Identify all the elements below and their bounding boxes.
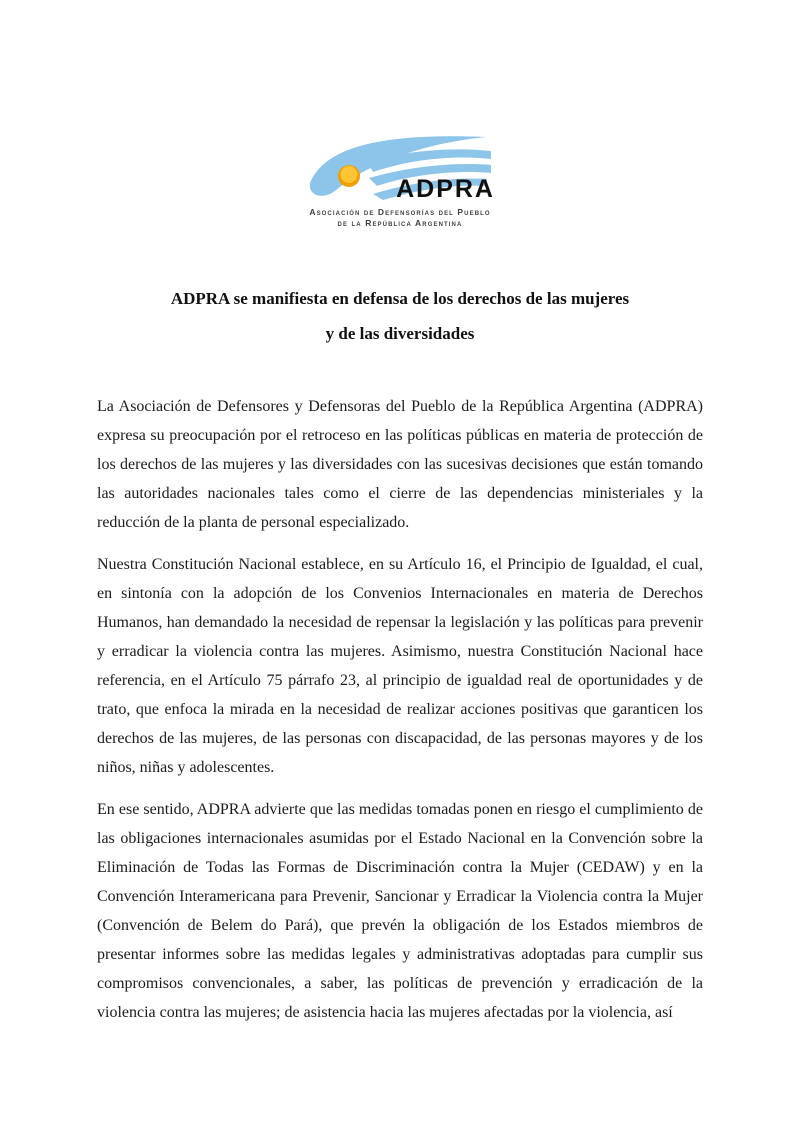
adpra-logo	[300, 126, 500, 229]
document-title	[0, 281, 800, 351]
document-body	[97, 392, 703, 1040]
paragraph-1: La Asociación de Defensores y Defensoras del Pueblo de la República Argentina (ADPRA) expresa su preocupación por el retroceso en las políticas públicas en materia de protección de los derechos de las mujeres y las diversidades con las sucesivas decisiones que están tomando las autoridades nacionales tales como el cierre de las dependencias ministeriales y la reducción de la planta de personal especializado.	[97, 398, 703, 531]
sun-core	[341, 166, 358, 183]
logo-subtitle-line1: Asociación de Defensorías del Pueblo	[309, 207, 491, 217]
logo-subtitle	[300, 207, 500, 229]
paragraph-2: Nuestra Constitución Nacional establece, en su Artículo 16, el Principio de Igualdad, el cual, en sintonía con la adopción de los Convenios Internacionales en materia de Derechos Humanos, han demandado la necesidad de repensar la legislación y las políticas para prevenir y erradicar la violencia contra las mujeres. Asimismo, nuestra Constitución Nacional hace referencia, en el Artículo 75 párrafo 23, al principio de igualdad real de oportunidades y de trato, que enfoca la mirada en la necesidad de realizar acciones positivas que garanticen los derechos de las mujeres, de las personas con discapacidad, de las personas mayores y de los niños, niñas y adolescentes.	[97, 556, 703, 776]
logo-subtitle-line2: de la República Argentina	[337, 218, 463, 228]
paragraph-3: En ese sentido, ADPRA advierte que las medidas tomadas ponen en riesgo el cumplimiento de las obligaciones internacionales asumidas por el Estado Nacional en la Convención sobre la Eliminación de Todas las Formas de Discriminación contra la Mujer (CEDAW) y en la Convención Interamericana para Prevenir, Sancionar y Erradicar la Violencia contra la Mujer (Convención de Belem do Pará), que prevén la obligación de los Estados miembros de presentar informes sobre las medidas legales y administrativas adoptadas para cumplir sus compromisos convencionales, a saber, las políticas de prevención y erradicación de la violencia contra las mujeres; de asistencia hacia las mujeres afectadas por la violencia, así	[97, 801, 703, 1021]
logo-acronym-text: ADPRA	[396, 175, 495, 203]
adpra-logo-artwork	[305, 126, 495, 203]
document-title-line1: ADPRA se manifiesta en defensa de los derechos de las mujeres	[170, 289, 630, 308]
document-title-line2: y de las diversidades	[325, 324, 475, 343]
